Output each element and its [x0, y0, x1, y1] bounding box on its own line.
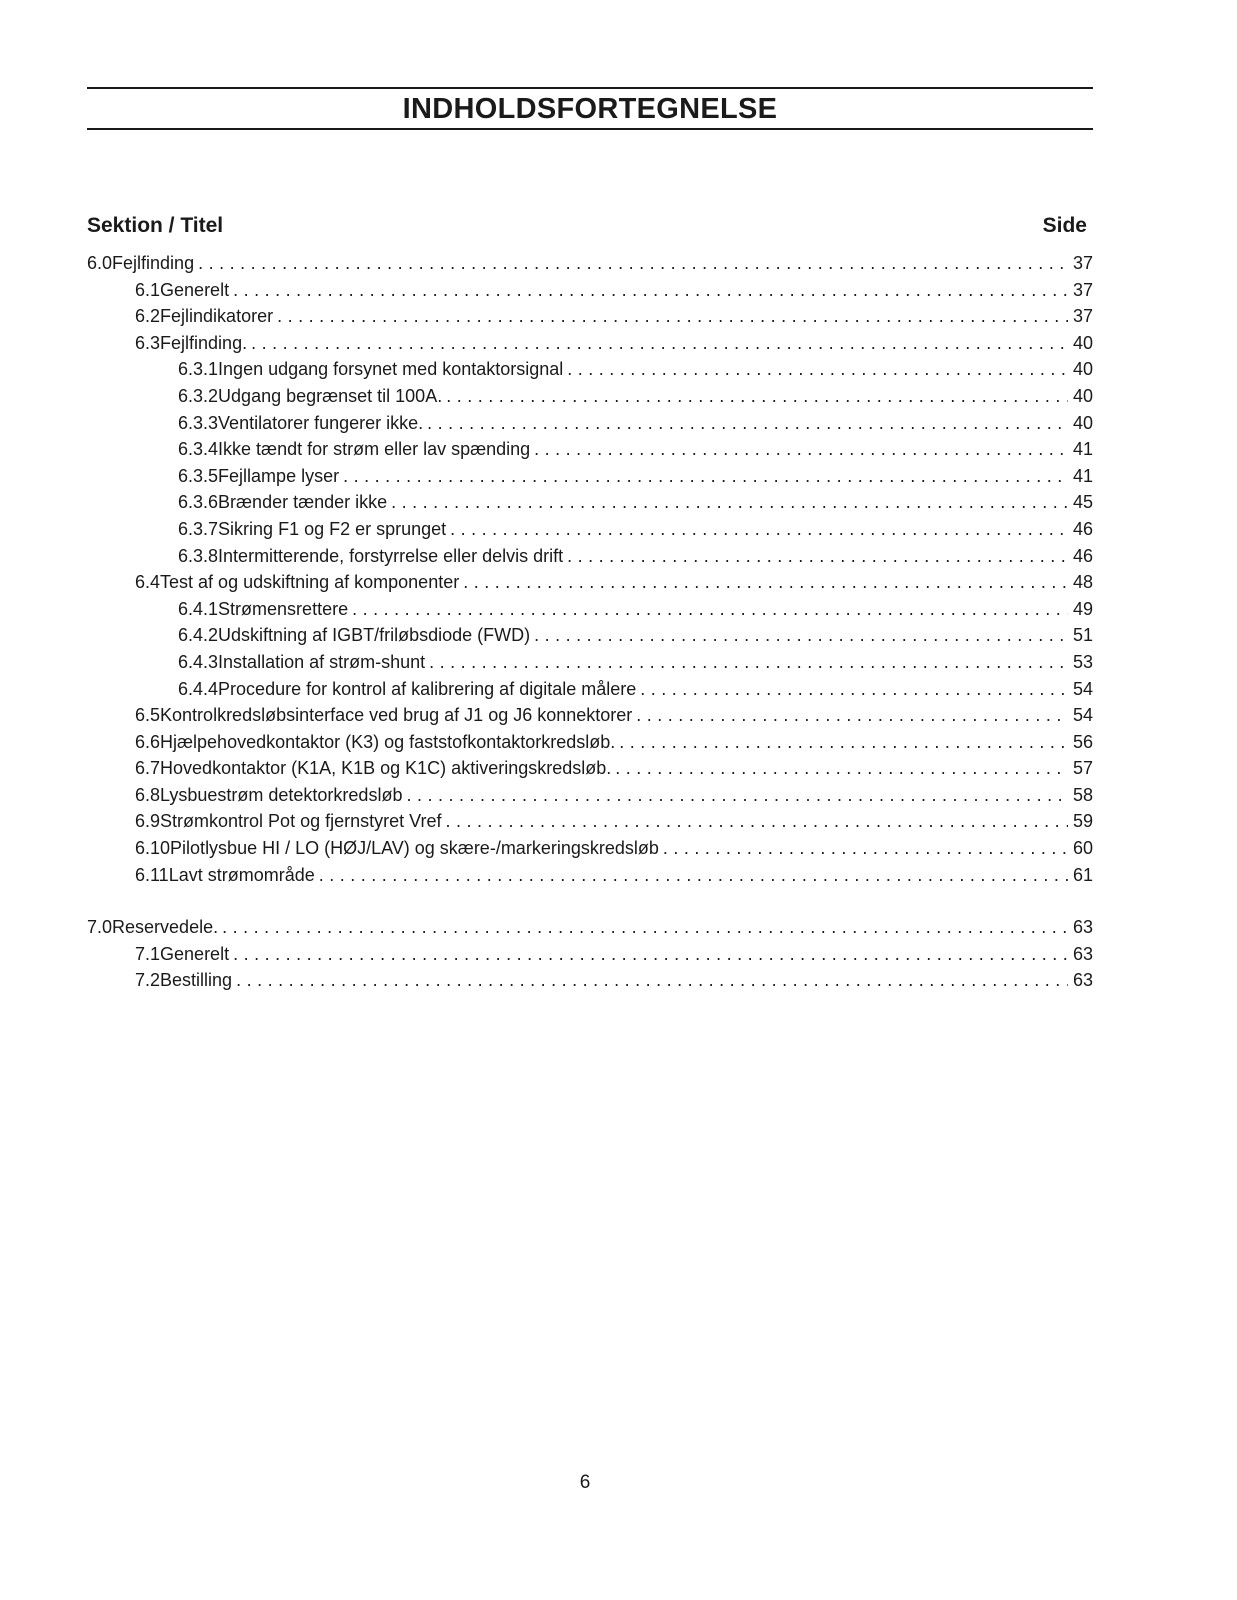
dot-leader — [429, 649, 1068, 676]
toc-entry-number: 6.3.5 — [178, 465, 219, 486]
toc-entry-number: 6.10 — [135, 838, 171, 859]
toc-entry-title: Fejlfinding. — [160, 332, 248, 353]
toc-entry-title: Fejlindikatorer — [160, 306, 274, 327]
dot-leader — [567, 543, 1068, 570]
toc-entry-title: Generelt — [160, 943, 230, 964]
toc-entry-page: 37 — [1072, 253, 1093, 273]
dot-leader — [233, 941, 1068, 968]
dot-leader — [534, 622, 1068, 649]
toc-entry-page: 48 — [1072, 572, 1093, 593]
dot-leader — [198, 250, 1068, 277]
toc-entry-number: 7.0 — [87, 917, 113, 938]
toc-entry[interactable] — [87, 250, 1093, 277]
toc-entry-page: 37 — [1072, 279, 1093, 300]
dot-leader — [450, 516, 1068, 543]
toc-entry-title: Pilotlysbue HI / LO (HØJ/LAV) og skære-/markeringskredsløb — [170, 838, 659, 859]
column-headers — [87, 212, 1087, 240]
toc-entry-number: 6.3.4 — [178, 439, 219, 460]
toc-entry-title: Ikke tændt for strøm eller lav spænding — [218, 439, 531, 460]
toc-entry-number: 6.6 — [135, 731, 161, 752]
toc-entry-number: 6.8 — [135, 784, 161, 805]
toc-entry-number: 6.1 — [135, 279, 161, 300]
toc-entry[interactable] — [87, 914, 1093, 941]
dot-leader — [446, 383, 1068, 410]
toc-entry-page: 60 — [1072, 838, 1093, 859]
toc-entry-title: Procedure for kontrol af kalibrering af digitale målere — [218, 678, 637, 699]
toc-entry[interactable] — [87, 967, 1093, 994]
dot-leader — [319, 862, 1068, 889]
dot-leader — [534, 436, 1068, 463]
toc-entry-page: 63 — [1072, 970, 1093, 991]
toc-entry[interactable] — [87, 410, 1093, 437]
toc-entry-page: 58 — [1072, 784, 1093, 805]
toc-entry-page: 37 — [1072, 306, 1093, 327]
toc-entry-title: Reservedele. — [112, 917, 219, 938]
toc-entry-title: Fejllampe lyser — [218, 465, 340, 486]
dot-leader — [222, 914, 1068, 941]
toc-entry[interactable] — [87, 835, 1093, 862]
toc-entry[interactable] — [87, 516, 1093, 543]
toc-entry-number: 6.3.7 — [178, 518, 219, 539]
toc-entry-number: 6.11 — [135, 864, 169, 885]
toc-entry-title: Kontrolkredsløbsinterface ved brug af J1 og J6 konnektorer — [160, 705, 633, 726]
toc-entry[interactable] — [87, 383, 1093, 410]
toc-entry-number: 7.2 — [135, 970, 161, 991]
toc-entry-title: Lavt strømområde — [168, 864, 315, 885]
toc-entry[interactable] — [87, 330, 1093, 357]
toc-entry-title: Hjælpehovedkontaktor (K3) og faststofkontaktorkredsløb. — [160, 731, 616, 752]
toc-entry-number: 6.3.8 — [178, 545, 219, 566]
toc-entry-page: 53 — [1072, 651, 1093, 672]
toc-entry-page: 40 — [1072, 412, 1093, 433]
toc-entry-number: 6.3.6 — [178, 492, 219, 513]
dot-leader — [567, 356, 1068, 383]
toc-entry[interactable] — [87, 622, 1093, 649]
toc-entry-number: 6.7 — [135, 758, 161, 779]
toc-entry-page: 54 — [1072, 678, 1093, 699]
toc-entry-title: Fejlfinding — [112, 253, 195, 273]
toc-entry-title: Ventilatorer fungerer ikke. — [218, 412, 424, 433]
toc-entry[interactable] — [87, 808, 1093, 835]
dot-leader — [619, 729, 1068, 756]
toc-entry[interactable] — [87, 649, 1093, 676]
toc-entry-page: 40 — [1072, 385, 1093, 406]
toc-entry-title: Generelt — [160, 279, 230, 300]
toc-entry[interactable] — [87, 569, 1093, 596]
dot-leader — [640, 676, 1068, 703]
toc-entry-page: 40 — [1072, 332, 1093, 353]
toc-entry-number: 6.4.1 — [178, 598, 219, 619]
toc-entry-title: Lysbuestrøm detektorkredsløb — [160, 784, 403, 805]
toc-entry-title: Intermitterende, forstyrrelse eller delvis drift — [218, 545, 564, 566]
toc-entry[interactable] — [87, 356, 1093, 383]
toc-entry-title: Strømensrettere — [218, 598, 349, 619]
dot-leader — [277, 303, 1068, 330]
toc-entry[interactable] — [87, 596, 1093, 623]
toc-entry-page: 56 — [1072, 731, 1093, 752]
toc-entry[interactable] — [87, 782, 1093, 809]
toc-entry-number: 6.4.3 — [178, 651, 219, 672]
toc-entry-number: 6.3 — [135, 332, 161, 353]
dot-leader — [615, 755, 1068, 782]
toc-entry-page: 63 — [1072, 943, 1093, 964]
toc-entry-page: 46 — [1072, 518, 1093, 539]
toc-entry-page: 41 — [1072, 465, 1093, 486]
toc-entry-title: Udgang begrænset til 100A. — [218, 385, 443, 406]
toc-entry[interactable] — [87, 702, 1093, 729]
toc-entry-number: 6.3.1 — [178, 359, 219, 380]
toc-entry-number: 6.4.2 — [178, 625, 219, 646]
dot-leader — [391, 489, 1068, 516]
toc-entry-page: 54 — [1072, 705, 1093, 726]
toc-entry-page: 46 — [1072, 545, 1093, 566]
dot-leader — [251, 330, 1068, 357]
toc-entry-number: 6.0 — [87, 253, 113, 273]
toc-entry-title: Udskiftning af IGBT/friløbsdiode (FWD) — [218, 625, 531, 646]
dot-leader — [236, 967, 1068, 994]
dot-leader — [352, 596, 1068, 623]
toc-entry[interactable] — [87, 303, 1093, 330]
dot-leader — [233, 277, 1068, 304]
toc-entry[interactable] — [87, 676, 1093, 703]
toc-entry[interactable] — [87, 543, 1093, 570]
toc-entry-page: 49 — [1072, 598, 1093, 619]
dot-leader — [663, 835, 1068, 862]
dot-leader — [463, 569, 1068, 596]
toc-entry-page: 40 — [1072, 359, 1093, 380]
dot-leader — [445, 808, 1068, 835]
toc-entry-page: 59 — [1072, 811, 1093, 832]
title-top-rule — [87, 87, 1093, 89]
toc-entry[interactable] — [87, 729, 1093, 756]
toc-entry-number: 6.2 — [135, 306, 161, 327]
toc-entry[interactable] — [87, 277, 1093, 304]
toc-entry-page: 63 — [1072, 917, 1093, 938]
toc-entry-title: Installation af strøm-shunt — [218, 651, 426, 672]
dot-leader — [406, 782, 1068, 809]
table-of-contents — [87, 250, 1093, 994]
dot-leader — [427, 410, 1068, 437]
toc-entry-title: Strømkontrol Pot og fjernstyret Vref — [160, 811, 442, 832]
toc-entry-title: Ingen udgang forsynet med kontaktorsignal — [218, 359, 564, 380]
toc-entry-page: 41 — [1072, 439, 1093, 460]
toc-entry-page: 45 — [1072, 492, 1093, 513]
toc-entry-page: 57 — [1072, 758, 1093, 779]
toc-entry-number: 6.3.3 — [178, 412, 219, 433]
toc-entry[interactable] — [87, 941, 1093, 968]
toc-entry-page: 51 — [1072, 625, 1093, 646]
toc-entry-title: Bestilling — [160, 970, 233, 991]
toc-entry[interactable] — [87, 436, 1093, 463]
toc-entry-number: 6.4.4 — [178, 678, 219, 699]
toc-entry[interactable] — [87, 489, 1093, 516]
column-header-page: Side — [1042, 214, 1087, 237]
toc-entry-title: Sikring F1 og F2 er sprunget — [218, 518, 447, 539]
toc-entry[interactable] — [87, 862, 1093, 889]
toc-entry-number: 6.4 — [135, 572, 161, 593]
dot-leader — [343, 463, 1068, 490]
page-number: 6 — [579, 1472, 591, 1493]
toc-entry[interactable] — [87, 755, 1093, 782]
toc-entry[interactable] — [87, 463, 1093, 490]
toc-entry-number: 6.9 — [135, 811, 161, 832]
toc-entry-title: Brænder tænder ikke — [218, 492, 388, 513]
toc-entry-number: 7.1 — [135, 943, 161, 964]
toc-entry-number: 6.5 — [135, 705, 161, 726]
toc-entry-number: 6.3.2 — [178, 385, 219, 406]
column-header-section-title: Sektion / Titel — [87, 214, 224, 237]
toc-entry-title: Test af og udskiftning af komponenter — [160, 572, 460, 593]
dot-leader — [636, 702, 1068, 729]
toc-entry-page: 61 — [1072, 864, 1093, 885]
page-title: INDHOLDSFORTEGNELSE — [402, 93, 778, 125]
toc-entry-title: Hovedkontaktor (K1A, K1B og K1C) aktiveringskredsløb. — [160, 758, 612, 779]
title-bottom-rule — [87, 128, 1093, 130]
